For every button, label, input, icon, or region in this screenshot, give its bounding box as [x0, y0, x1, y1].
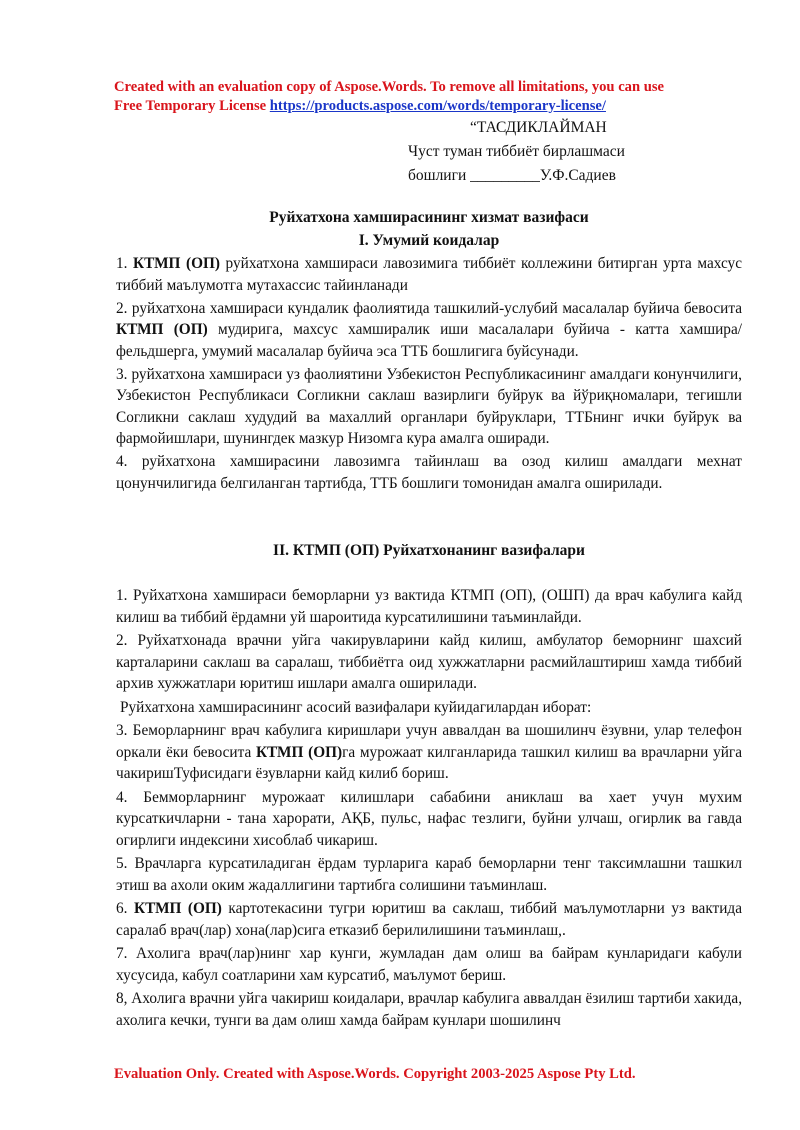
section-2-paragraph-8: 8, Ахолига врачни уйга чакириш коидалари, врачлар кабулига аввалдан ёзилиш тартиби хакида, ахолига кечки, тунги ва дам олиш хамда байрам кунлари шошилинч — [116, 990, 743, 1029]
section-1-paragraph-4: 4. руйхатхона хамширасини лавозимга тайинлаш ва озод килиш амалдаги мехнат цонунчилигида белгиланган тартибда, ТТБ бошлиги томонидан амалга оширилади. — [116, 453, 742, 492]
approval-block — [408, 116, 768, 188]
document-title: Руйхатхона хамширасининг хизмат вазифаси — [269, 209, 589, 226]
section-2-paragraph-5: 5. Врачларга курсатиладиган ёрдам турларига караб беморларни тенг таксимлашни ташкил этиш ва ахоли оким жадаллигини тартибга солишини таъминлаш. — [116, 855, 742, 894]
section-1-paragraph-2: 2. руйхатхона хамшираси кундалик фаолиятида ташкилий-услубий масалалар буйича бевосита КТМП (ОП) мудирига, махсус хамширалик иши масалалари буйича - катта хамшира/фельдшерга, умумий масалалар буйича эса ТТБ бошлигига буйсунади. — [116, 299, 742, 360]
evaluation-header-line2 — [114, 97, 764, 116]
section-2-intro: Руйхатхона хамширасининг асосий вазифалари куйидагилардан иборат: — [120, 698, 592, 716]
section-2-paragraph-3: 3. Беморларнинг врач кабулига киришлари учун аввалдан ва шошилинч ёзувни, улар телефон оркали ёки бевосита КТМП (ОП)га мурожаат килганларида ташкил килиш ва врачларни уйга чакиришТуфисидаги ёзувларни кайд килиб бориш. — [116, 722, 742, 782]
section-1-paragraph-1: 1. КТМП (ОП) руйхатхона хамшираси лавозимига тиббиёт коллежини битирган урта махсус тиббий маълумотга мутахассис тайинланади — [116, 255, 742, 294]
section-2-body — [116, 585, 742, 1033]
evaluation-header-prefix: Free Temporary License — [114, 98, 270, 114]
section-1-title: I. Умумий коидалар — [358, 232, 500, 249]
temporary-license-link[interactable]: https://products.aspose.com/words/temporary-license/ — [269, 98, 606, 114]
section-2-title: II. КТМП (ОП) Руйхатхонанинг вазифалари — [273, 542, 585, 559]
evaluation-header-line1: Created with an evaluation copy of Aspose.Words. To remove all limitations, you can use — [114, 79, 665, 95]
section-2-paragraph-1: 1. Руйхатхона хамшираси беморларни уз вактида КТМП (ОП), (ОШП) да врач кабулига кайд килиш ва тиббий ёрдамни уй шароитида курсатилишини таъминлайди. — [116, 587, 742, 626]
section-2-paragraph-6: 6. КТМП (ОП) картотекасини тугри юритиш ва саклаш, тиббий маълумотларни уз вактида саралаб врач(лар) хона(лар)сига етказиб берилилишини таъминлаш,. — [116, 900, 743, 939]
section-1-body — [116, 253, 742, 496]
approval-signature-line: бошлиги _________У.Ф.Садиев — [408, 167, 616, 184]
section-1-paragraph-3: 3. руйхатхона хамшираси уз фаолиятини Узбекистон Республикасининг амалдаги конунчилиги, Узбекистон Республикаси Согликни саклаш вазирлиги буйрук ва йўриқномалари, тегишли Согликни саклаш худудий ва махаллий органлари буйруклари, ТТБнинг ички буйрук ва фармойишлари, шунингдек мазкур Низомга кура амалга оширади. — [116, 365, 742, 447]
evaluation-footer: Evaluation Only. Created with Aspose.Words. Copyright 2003-2025 Aspose Pty Ltd. — [114, 1066, 636, 1082]
section-2-paragraph-7: 7. Ахолига врач(лар)нинг хар кунги, жумладан дам олиш ва байрам кунларидаги кабули хусусида, кабул соатларини хам курсатиб, маълумот бериш. — [116, 945, 742, 984]
approval-heading: “ТАСДИКЛАЙМАН — [470, 119, 607, 136]
evaluation-header — [114, 78, 764, 116]
section-2-paragraph-2: 2. Руйхатхонада врачни уйга чакирувларини кайд килиш, амбулатор беморнинг шахсий карталарини саклаш ва саралаш, тиббиётга оид хужжатларни расмийлаштириш хамда тиббий архив хужжатлари юритиш ишлари амалга оширилади. — [116, 632, 742, 692]
approval-organization: Чуст туман тиббиёт бирлашмаси — [408, 143, 625, 160]
section-2-paragraph-4: 4. Бемморларнинг мурожаат килишлари сабабини аниклаш ва хает учун мухим курсаткичларни - тана харорати, АҚБ, пульс, нафас тезлиги, буйни улчаш, огирлик ва гавда огирлиги индексини хисоблаб чикариш. — [116, 788, 742, 849]
